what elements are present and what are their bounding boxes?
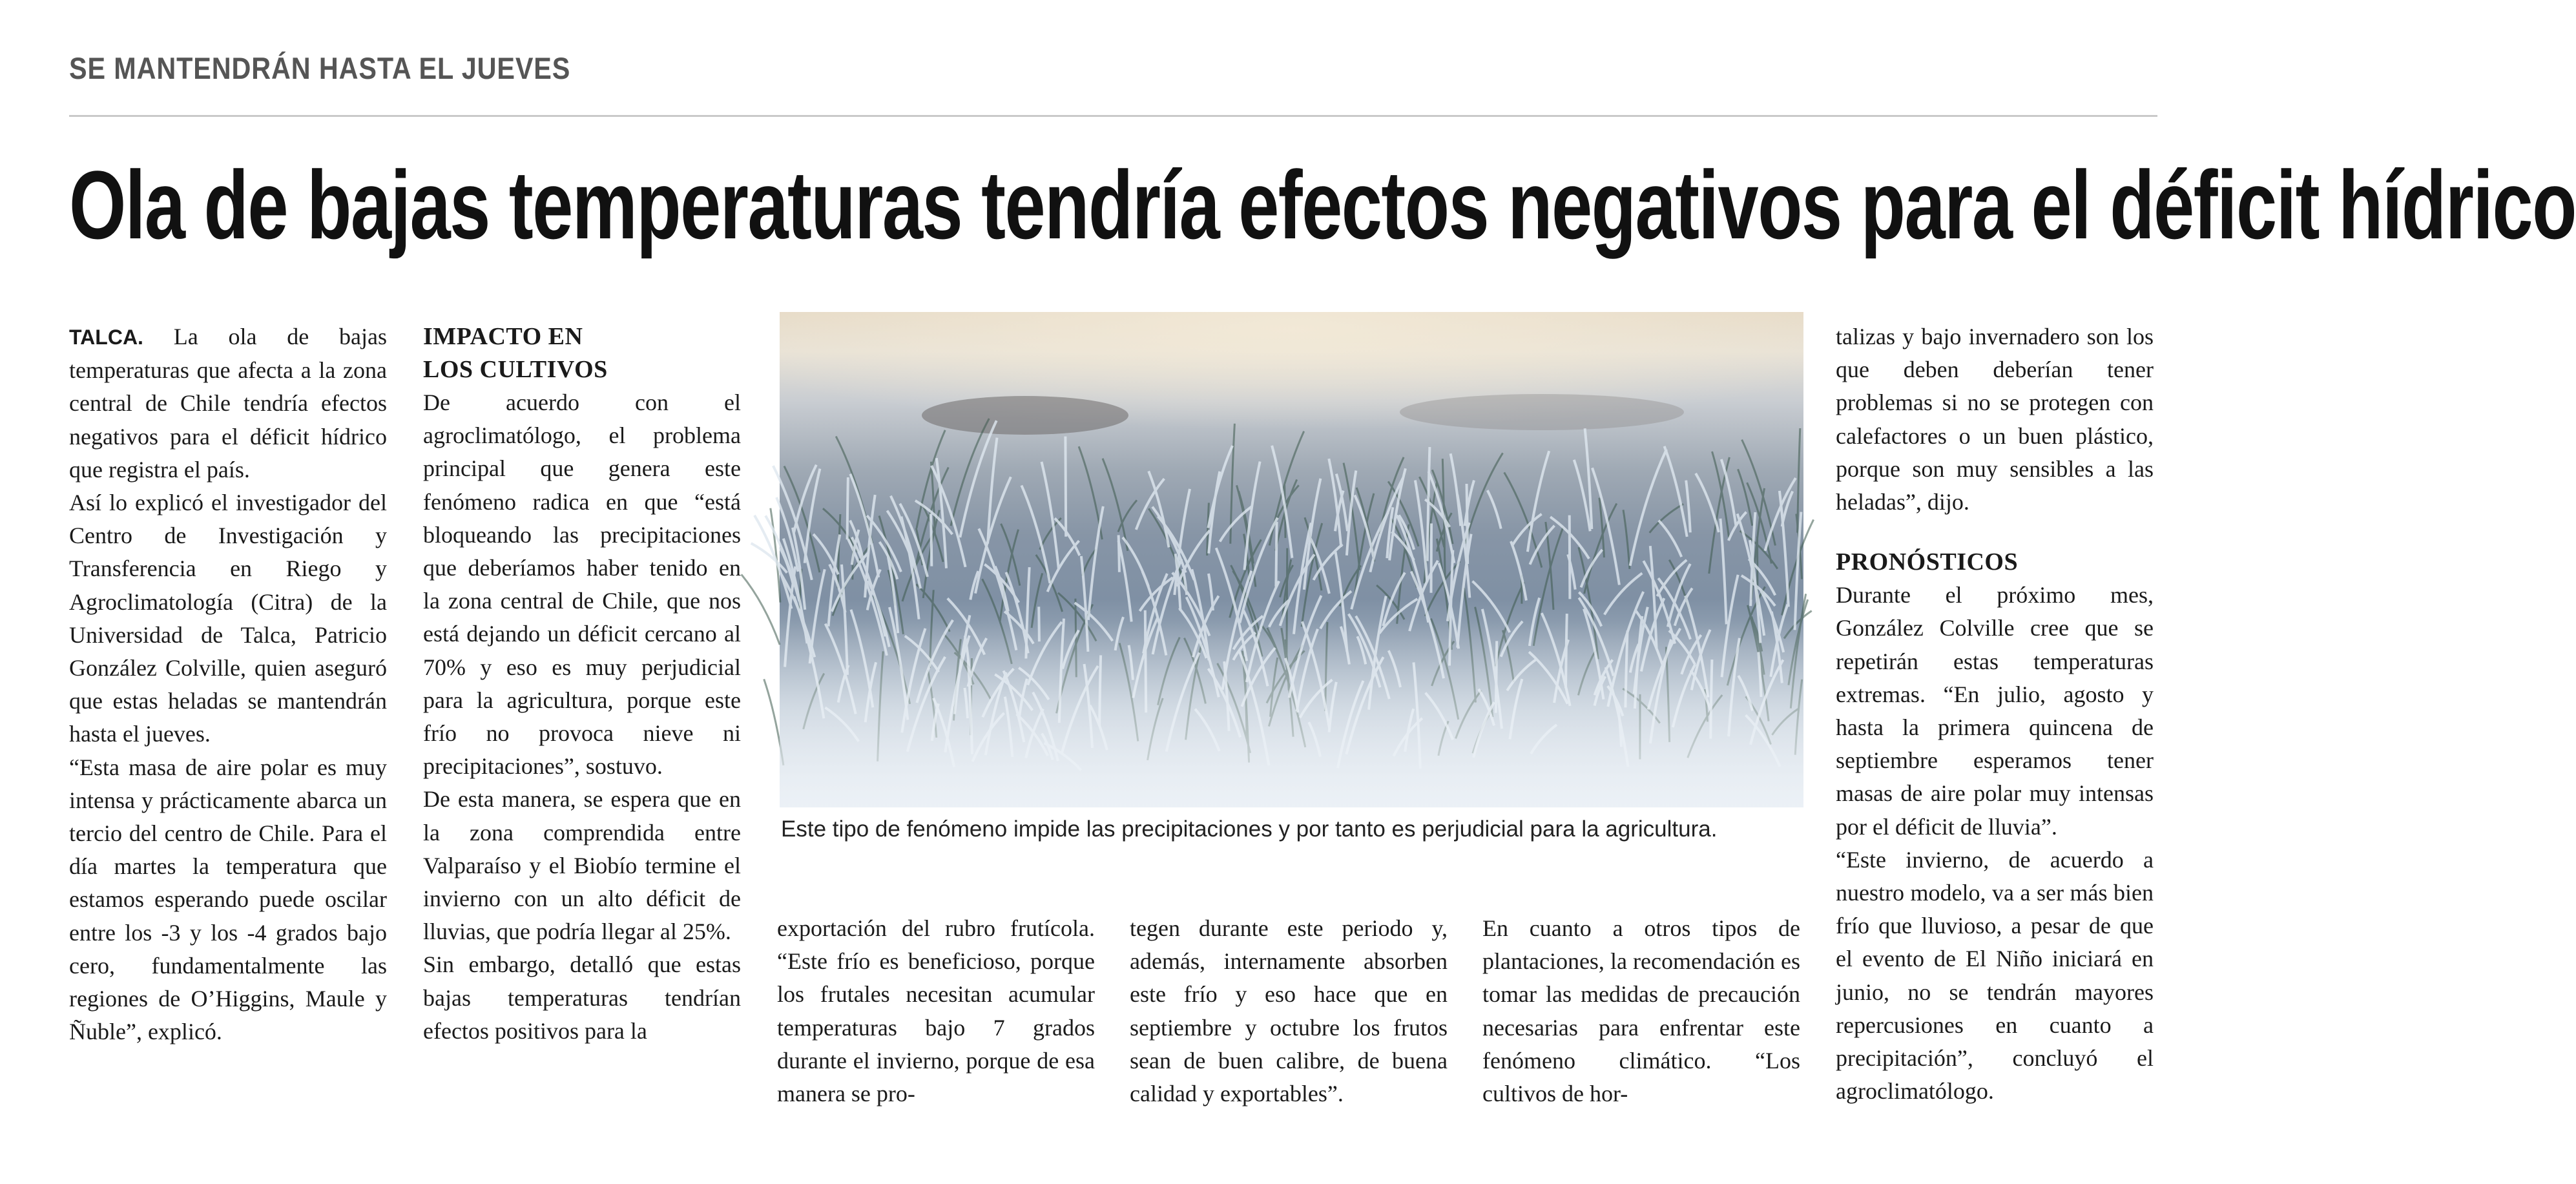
paragraph: tegen durante este periodo y, además, internamente absorben este frío y eso hace que en septiembre y octubre los frutos sean de buen calibre, de buena calidad y exportables”.: [1130, 915, 1448, 1107]
paragraph: De acuerdo con el agroclimatólogo, el problema principal que genera este fenómeno radica en que “está bloqueando las precipitaciones que deberíamos haber tenido en la zona central de Chile, que nos está dejando un déficit cercano al 70% y eso es muy perjudicial para la agricultura, porque este frío no provoca nieve ni precipitaciones”, sostuvo.: [423, 389, 741, 780]
lead-text: La ola de bajas temperaturas que afecta a la zona central de Chile tendría efectos negativos para el déficit hídrico que registra el país.: [69, 324, 387, 483]
paragraph: Durante el próximo mes, González Colville cree que se repetirán estas temperaturas extremas. “En julio, agosto y hasta la primera quincena de septiembre esperamos tener masas de aire polar muy intensas por el déficit de lluvia”.: [1836, 582, 2154, 840]
article-column-3: [777, 912, 1095, 1110]
dateline: TALCA.: [69, 326, 143, 349]
subheading-line: LOS CULTIVOS: [423, 356, 608, 383]
article-column-6: [1836, 320, 2154, 1108]
paragraph: En cuanto a otros tipos de plantaciones, la recomendación es tomar las medidas de precaución necesarias para enfrentar este fenómeno climático. “Los cultivos de hor-: [1482, 915, 1800, 1107]
subheading-line: IMPACTO EN: [423, 323, 583, 350]
section-kicker: SE MANTENDRÁN HASTA EL JUEVES: [69, 51, 571, 85]
paragraph: Sin embargo, detalló que estas bajas temperaturas tendrían efectos positivos para la: [423, 951, 741, 1044]
paragraph: “Este invierno, de acuerdo a nuestro modelo, va a ser más bien frío que lluvioso, a pesar de que el evento de El Niño iniciará en junio, no se tendrán mayores repercusiones en cuanto a precipitación”, concluyó el agroclimatólogo.: [1836, 846, 2154, 1105]
paragraph: Así lo explicó el investigador del Centro de Investigación y Transferencia en Riego y Agroclimatología (Citra) de la Universidad de Talca, Patricio González Colville, quien aseguró que estas heladas se mantendrán hasta el jueves.: [69, 490, 387, 747]
article-headline: Ola de bajas temperaturas tendría efectos negativos para el déficit hídrico: [69, 151, 2576, 259]
photo-caption: Este tipo de fenómeno impide las precipitaciones y por tanto es perjudicial para la agricultura.: [781, 816, 1718, 842]
frost-grass-photo: [780, 312, 1803, 807]
header-divider: [69, 115, 2157, 117]
paragraph: De esta manera, se espera que en la zona comprendida entre Valparaíso y el Biobío termine el invierno con un alto déficit de lluvias, que podría llegar al 25%.: [423, 786, 741, 945]
paragraph: exportación del rubro frutícola. “Este frío es beneficioso, porque los frutales necesitan acumular temperaturas bajo 7 grados durante el invierno, porque de esa manera se pro-: [777, 915, 1095, 1107]
paragraph: [69, 320, 387, 486]
spacer: [1836, 519, 2154, 546]
paragraph: “Esta masa de aire polar es muy intensa y prácticamente abarca un tercio del centro de Chile. Para el día martes la temperatura que estamos esperando puede oscilar entre los -3 y los -4 grados bajo cero, fundamentalmente las regiones de O’Higgins, Maule y Ñuble”, explicó.: [69, 754, 387, 1045]
frost-grass-icon: [780, 312, 1803, 807]
article-column-5: [1482, 912, 1800, 1110]
subheading-impacto: [423, 320, 741, 386]
subheading-pronosticos: PRONÓSTICOS: [1836, 548, 2019, 576]
article-column-2: [423, 320, 741, 1048]
article-column-1: [69, 320, 387, 1048]
article-column-4: [1130, 912, 1448, 1110]
paragraph: talizas y bajo invernadero son los que deben deberían tener problemas si no se protegen con calefactores o un buen plástico, porque son muy sensibles a las heladas”, dijo.: [1836, 324, 2154, 515]
